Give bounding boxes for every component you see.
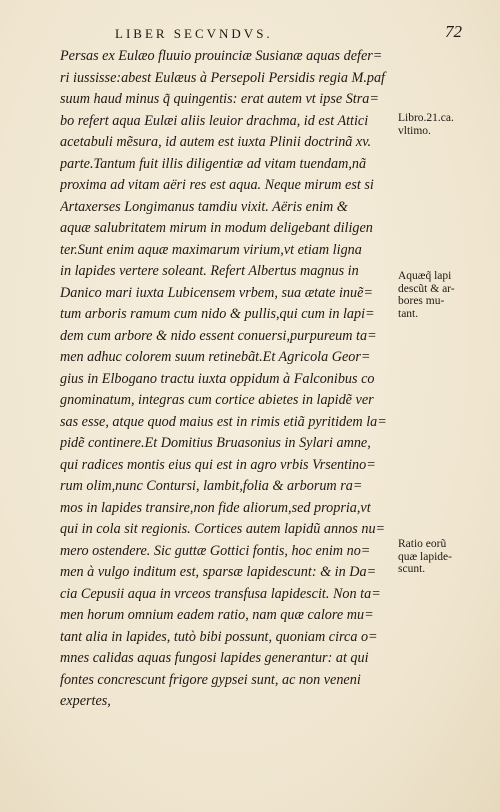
margin-note-citation xyxy=(398,112,490,137)
text-line: proxima ad vitam aëri res est aqua. Neque mirum est si xyxy=(60,177,374,193)
margin-note-line: Aquæq̃ lapi xyxy=(398,270,452,282)
text-line: sas esse, atque quod maius est in rimis etiã pyritidem la= xyxy=(60,413,387,430)
text-line: fontes concrescunt frigore gypsei sunt, ac non veneni xyxy=(60,671,361,688)
text-line: Persas ex Eulæo fluuio prouinciæ Susianæ aquas defer= xyxy=(60,48,383,64)
text-line: qui in cola sit regionis. Cortices autem lapidũ annos nu= xyxy=(60,521,386,537)
margin-note-line: bores mu- xyxy=(398,295,445,307)
text-line: men adhuc colorem suum retinebãt.Et Agricola Geor= xyxy=(60,349,371,365)
text-line: mero ostendere. Sic guttæ Gottici fontis, hoc enim no= xyxy=(60,542,371,559)
margin-note-ratio xyxy=(398,538,490,576)
text-line: aquæ salubritatem mirum in modum deligebant diligen xyxy=(60,220,373,236)
text-line: acetabuli mẽsura, id autem est iuxta Plinii doctrinã xv. xyxy=(60,134,372,150)
text-line: men horum omnium eadem ratio, nam quæ calore mu= xyxy=(60,607,374,623)
text-line: tum arboris ramum cum nido & pullis,qui cum in lapi= xyxy=(60,306,375,322)
margin-note-line: Libro.21.ca. xyxy=(398,112,454,124)
text-line: ri iussisse:abest Eulæus à Persepoli Persidis regia M.paf xyxy=(60,69,385,86)
text-line: gius in Elbogano tractu iuxta oppidum à Falconibus co xyxy=(60,370,375,387)
margin-note-line: tant. xyxy=(398,307,419,320)
text-line: rum olim,nunc Contursi, lambit,folia & arborum ra= xyxy=(60,478,363,494)
page-header xyxy=(60,22,480,44)
text-line: ter.Sunt enim aquæ maximarum virium,vt etiam ligna xyxy=(60,241,362,258)
text-line: Artaxerses Longimanus tamdiu vixit. Aëris enim & xyxy=(60,198,348,215)
text-line: men à vulgo inditum est, sparsæ lapidescunt: & in Da= xyxy=(60,564,377,580)
page-number: 72 xyxy=(445,22,462,41)
text-line: cia Cepusii aqua in vrceos transfusa lapidescit. Non ta= xyxy=(60,585,381,602)
text-line: mnes calidas aquas fungosi lapides generantur: at qui xyxy=(60,650,369,666)
margin-note-line: Ratio eorũ xyxy=(398,538,447,550)
running-title: LIBER SECVNDVS. xyxy=(115,26,273,41)
text-line: qui radices montis eius qui est in agro vrbis Vrsentino= xyxy=(60,456,376,473)
text-line: bo refert aqua Eulæi aliis leuior drachma, id est Attici xyxy=(60,112,369,129)
text-line: expertes, xyxy=(60,693,111,709)
text-line: suum haud minus q̃ quingentis: erat autem vt ipse Stra= xyxy=(60,91,379,107)
text-line: gnominatum, integras cum cortice abietes in lapidẽ ver xyxy=(60,392,374,408)
text-line: tant alia in lapides, tutò bibi possunt, quoniam circa o= xyxy=(60,628,378,645)
body-text xyxy=(60,46,394,713)
text-line: Danico mari iuxta Lubicensem vrbem, sua ætate inuẽ= xyxy=(60,284,373,301)
margin-note-line: scunt. xyxy=(398,563,426,575)
margin-note-line: descũt & ar- xyxy=(398,282,455,295)
margin-note-petrifying-waters xyxy=(398,270,490,320)
text-line: parte.Tantum fuit illis diligentiæ ad vitam tuendam,nã xyxy=(60,155,367,172)
margin-note-line: vltimo. xyxy=(398,124,431,137)
margin-note-line: quæ lapide- xyxy=(398,550,452,563)
text-line: mos in lapides transire,non fide aliorum,sed propria,vt xyxy=(60,499,371,516)
text-line: in lapides vertere soleant. Refert Albertus magnus in xyxy=(60,263,359,279)
text-line: dem cum arbore & nido essent conuersi,purpureum ta= xyxy=(60,327,377,344)
text-line: pidẽ continere.Et Domitius Bruasonius in Sylari amne, xyxy=(60,435,371,451)
